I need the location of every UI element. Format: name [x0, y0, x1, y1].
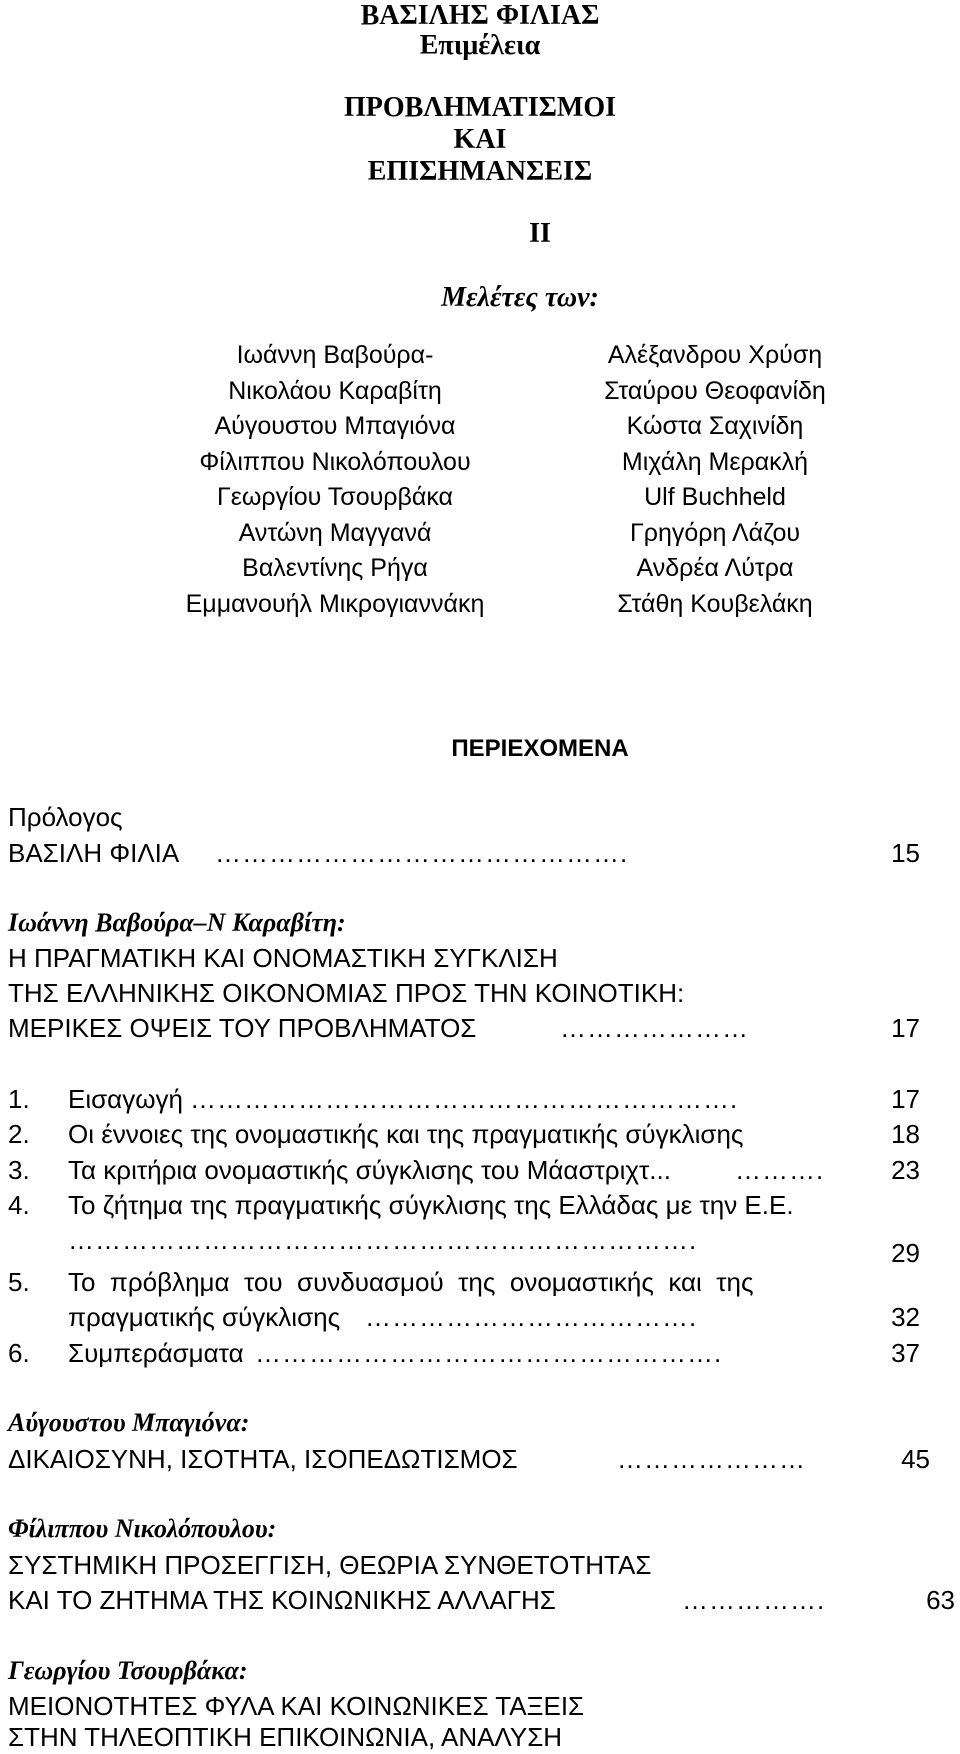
subsection-2-page-number: 18	[891, 1119, 920, 1149]
chapter-3-page-number: 63	[926, 1585, 955, 1615]
toc-heading: ΠΕΡΙΕΧΟΜΕΝΑ	[451, 735, 629, 762]
author-name: Στάθη Κουβελάκη	[617, 589, 813, 618]
author-name: Γεωργίου Τσουρβάκα	[216, 483, 453, 511]
book-title-line-1: ΠΡΟΒΛΗΜΑΤΙΣΜΟΙ	[343, 92, 617, 123]
author-name: Φίλιππου Νικολόπουλου	[199, 447, 471, 476]
authors-left-column	[120, 338, 550, 622]
prologue-label: Πρόλογος	[8, 802, 123, 832]
chapter-1-page-number: 17	[891, 1013, 920, 1043]
chapter-1-title-line-2: ΤΗΣ ΕΛΛΗΝΙΚΗΣ ΟΙΚΟΝΟΜΙΑΣ ΠΡΟΣ ΤΗΝ ΚΟΙΝΟΤΙΚΗ:	[8, 978, 685, 1008]
chapter-4-title-line-1: ΜΕΙΟΝΟΤΗΤΕΣ ΦΥΛΑ ΚΑΙ ΚΟΙΝΩΝΙΚΕΣ ΤΑΞΕΙΣ	[8, 1691, 585, 1721]
subsection-1-page-number: 17	[891, 1084, 920, 1114]
authors-right-column	[560, 338, 870, 622]
editor-role: Επιμέλεια	[419, 30, 541, 61]
subsection-1-number: 1.	[8, 1084, 30, 1114]
chapter-4-title-line-2: ΣΤΗΝ ΤΗΛΕΟΠΤΙΚΗ ΕΠΙΚΟΙΝΩΝΙΑ, ΑΝΑΛΥΣΗ	[8, 1722, 563, 1752]
author-name: Ανδρέα Λύτρα	[636, 554, 794, 582]
author-name: Μιχάλη Μερακλή	[621, 447, 809, 476]
volume-number: ΙΙ	[529, 218, 551, 249]
subsection-3-number: 3.	[8, 1155, 30, 1185]
author-name: Κώστα Σαχινίδη	[626, 412, 804, 440]
subsection-5-page-number: 32	[891, 1302, 920, 1332]
subsection-3-title: Τα κριτήρια ονομαστικής σύγκλισης του Μάαστριχτ...	[68, 1155, 671, 1185]
chapter-2-author: Αύγουστου Μπαγιόνα:	[8, 1408, 250, 1437]
subsection-4-number: 4.	[8, 1190, 30, 1220]
subsection-5-title-line-1: Το πρόβλημα του συνδυασμού της ονομαστικής και της	[68, 1267, 754, 1297]
chapter-3-leader-dots: …………….	[682, 1585, 826, 1615]
chapter-1-title-line-3: ΜΕΡΙΚΕΣ ΟΨΕΙΣ ΤΟΥ ΠΡΟΒΛΗΜΑΤΟΣ	[8, 1013, 477, 1043]
subsection-6-number: 6.	[8, 1338, 30, 1368]
subsection-6-title: Συμπεράσματα	[68, 1338, 244, 1368]
author-name: Αύγουστου Μπαγιόνα	[214, 412, 456, 440]
subsection-1-leader-dots: …………………………………………………….	[190, 1084, 739, 1114]
editor-name: ΒΑΣΙΛΗΣ ΦΙΛΙΑΣ	[360, 0, 600, 31]
prologue-page-number: 15	[891, 838, 920, 868]
author-name: Σταύρου Θεοφανίδη	[604, 376, 826, 405]
author-name: Νικολάου Καραβίτη	[228, 376, 442, 405]
subsection-4-title: Το ζήτημα της πραγματικής σύγκλισης της Ελλάδας με την Ε.Ε.	[68, 1190, 794, 1220]
subsection-6-page-number: 37	[891, 1338, 920, 1368]
studies-by-heading: Μελέτες των:	[441, 282, 599, 313]
chapter-3-title-line-1: ΣΥΣΤΗΜΙΚΗ ΠΡΟΣΕΓΓΙΣΗ, ΘΕΩΡΙΑ ΣΥΝΘΕΤΟΤΗΤΑΣ	[8, 1550, 652, 1580]
chapter-3-author: Φίλιππου Νικολόπουλου:	[8, 1514, 277, 1543]
subsection-5-number: 5.	[8, 1267, 30, 1297]
chapter-1-leader-dots: …………………	[560, 1013, 749, 1043]
subsection-5-leader-dots: ……………………………….	[365, 1302, 698, 1332]
author-name: Βαλεντίνης Ρήγα	[242, 554, 428, 582]
chapter-2-page-number: 45	[901, 1444, 930, 1474]
author-name: Ιωάννη Βαβούρα-	[236, 341, 434, 369]
subsection-1-title: Εισαγωγή	[68, 1084, 183, 1114]
subsection-3-page-number: 23	[891, 1155, 920, 1185]
prologue-leader-dots: ……………………………………….	[215, 838, 629, 868]
author-name: Αλέξανδρου Χρύση	[607, 341, 823, 369]
subsection-3-leader-dots: ……….	[735, 1155, 825, 1185]
subsection-5-title-line-2: πραγματικής σύγκλισης	[68, 1302, 341, 1332]
chapter-2-leader-dots: …………………	[617, 1444, 806, 1474]
author-name: Εμμανουήλ Μικρογιαννάκη	[185, 589, 485, 618]
book-title-line-2: ΚΑΙ	[453, 124, 507, 155]
subsection-4-leader-dots: …………………………………………………………….	[68, 1225, 698, 1255]
chapter-4-author: Γεωργίου Τσουρβάκα:	[8, 1656, 248, 1685]
subsection-2-title: Οι έννοιες της ονομαστικής και της πραγματικής σύγκλισης	[68, 1119, 744, 1149]
author-name: Αντώνη Μαγγανά	[238, 518, 432, 547]
chapter-1-author: Ιωάννη Βαβούρα–Ν Καραβίτη:	[8, 908, 346, 937]
author-name: Ulf Buchheld	[644, 483, 786, 511]
subsection-2-number: 2.	[8, 1119, 30, 1149]
chapter-3-title-line-2: ΚΑΙ ΤΟ ΖΗΤΗΜΑ ΤΗΣ ΚΟΙΝΩΝΙΚΗΣ ΑΛΛΑΓΗΣ	[8, 1585, 556, 1615]
subsection-4-page-number: 29	[891, 1238, 920, 1268]
chapter-2-title: ΔΙΚΑΙΟΣΥΝΗ, ΙΣΟΤΗΤΑ, ΙΣΟΠΕΔΩΤΙΣΜΟΣ	[8, 1444, 518, 1474]
author-name: Γρηγόρη Λάζου	[629, 518, 801, 547]
subsection-6-leader-dots: …………………………………………….	[255, 1338, 723, 1368]
chapter-1-title-line-1: Η ΠΡΑΓΜΑΤΙΚΗ ΚΑΙ ΟΝΟΜΑΣΤΙΚΗ ΣΥΓΚΛΙΣΗ	[8, 943, 558, 973]
book-title-line-3: ΕΠΙΣΗΜΑΝΣΕΙΣ	[367, 156, 593, 187]
prologue-author: ΒΑΣΙΛΗ ΦΙΛΙΑ	[8, 838, 180, 868]
